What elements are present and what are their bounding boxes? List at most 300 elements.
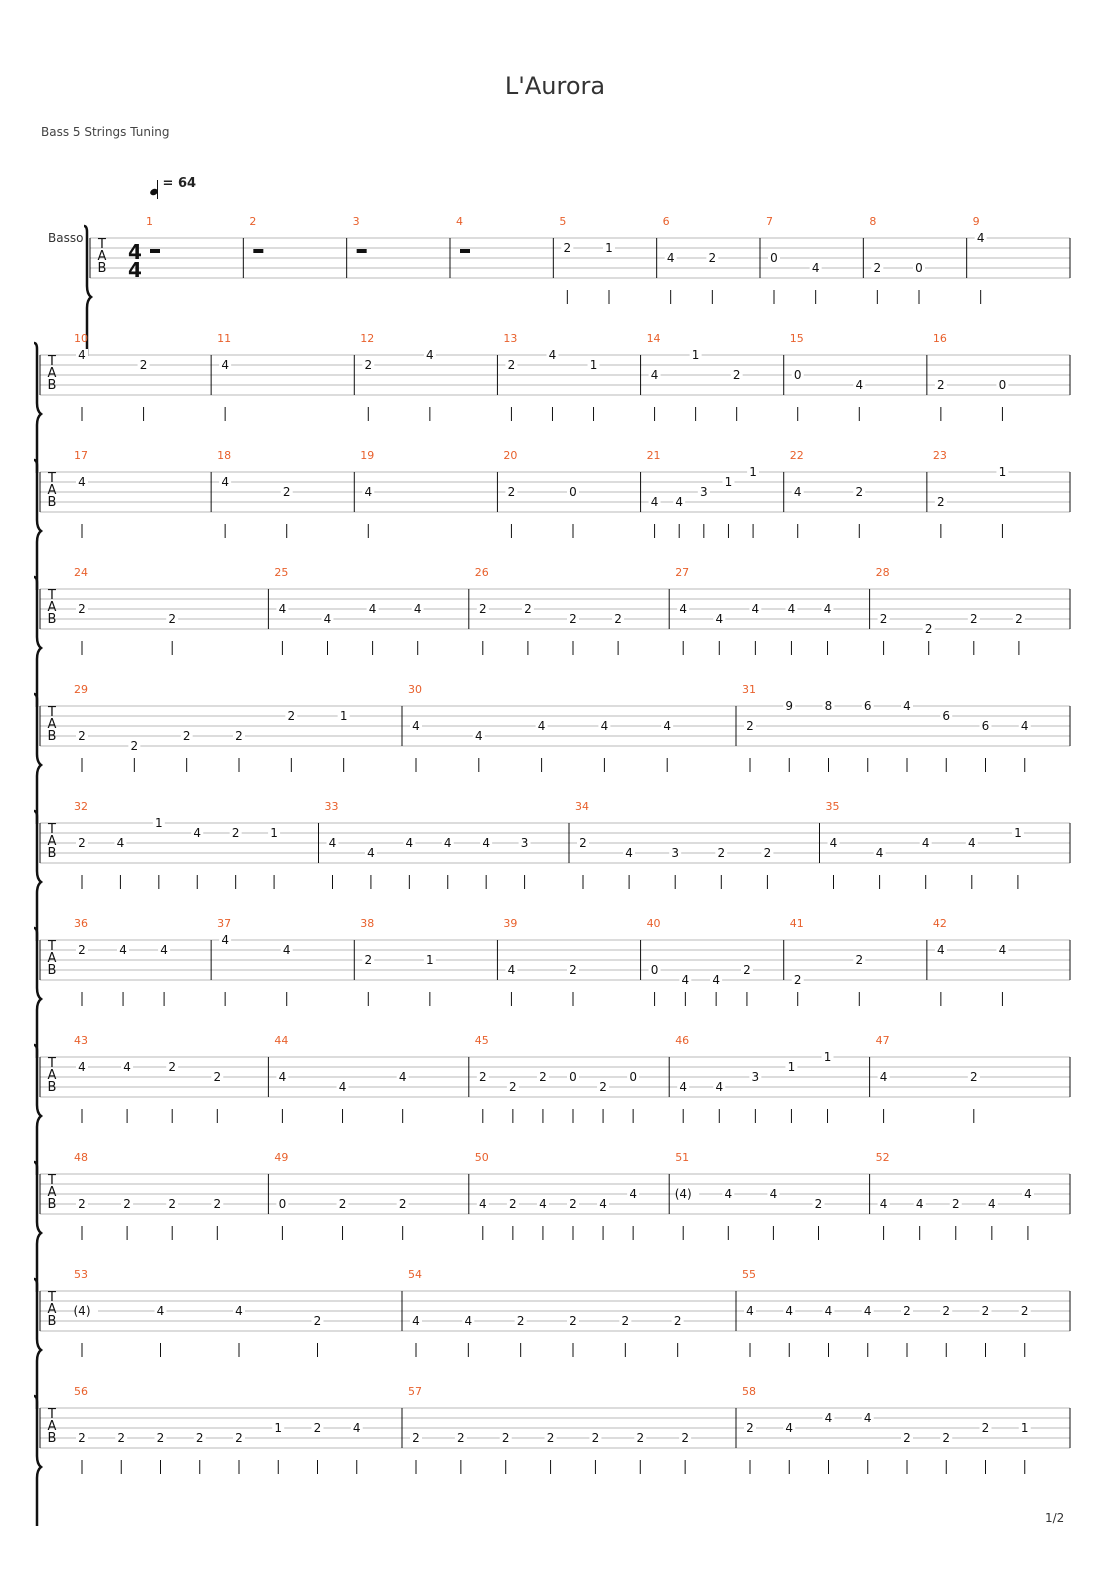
measure-number: 26 bbox=[474, 566, 489, 579]
fret-number: 2 bbox=[235, 1431, 243, 1445]
measure-number: 28 bbox=[875, 566, 890, 579]
fret-number: 6 bbox=[942, 709, 951, 723]
fret-number: 2 bbox=[855, 953, 864, 967]
fret-number: 1 bbox=[274, 1421, 283, 1435]
fret-number: 2 bbox=[139, 358, 148, 372]
fret-number: 2 bbox=[621, 1314, 630, 1328]
fret-number: 1 bbox=[998, 465, 1007, 479]
tab-clef-letter: B bbox=[47, 1080, 57, 1095]
tab-clef-letter: A bbox=[47, 717, 57, 732]
fret-number: 2 bbox=[937, 378, 945, 392]
tab-clef-letter: T bbox=[48, 588, 56, 603]
measure-number: 36 bbox=[74, 917, 88, 930]
fret-number: 1 bbox=[1014, 826, 1022, 840]
measure-number: 17 bbox=[74, 449, 88, 462]
tab-clef-letter: A bbox=[47, 1302, 57, 1317]
tab-clef-letter: B bbox=[47, 729, 57, 744]
measure-number: 38 bbox=[360, 917, 375, 930]
fret-number: 4 bbox=[863, 1411, 872, 1425]
measure-number: 27 bbox=[675, 566, 690, 579]
fret-number: 1 bbox=[339, 709, 348, 723]
half-rest bbox=[460, 249, 470, 253]
fret-number: 4 bbox=[855, 378, 864, 392]
fret-number: 2 bbox=[213, 1070, 222, 1084]
measure-number: 41 bbox=[789, 917, 804, 930]
fret-number: 1 bbox=[605, 241, 613, 255]
fret-number: 2 bbox=[195, 1431, 204, 1445]
fret-number: 4 bbox=[824, 1411, 833, 1425]
measure-number: 51 bbox=[675, 1151, 690, 1164]
tab-clef-letter: B bbox=[47, 612, 57, 627]
fret-number: 4 bbox=[663, 719, 672, 733]
fret-number: 2 bbox=[614, 612, 622, 626]
fret-number: (4) bbox=[674, 1187, 692, 1201]
fret-number: 2 bbox=[457, 1431, 465, 1445]
fret-number: 2 bbox=[569, 1314, 577, 1328]
measure-number: 8 bbox=[869, 215, 877, 228]
fret-number: 2 bbox=[569, 612, 577, 626]
measure-number: 32 bbox=[74, 800, 88, 813]
measure-number: 37 bbox=[217, 917, 232, 930]
fret-number: 4 bbox=[426, 348, 434, 362]
fret-number: 4 bbox=[548, 348, 557, 362]
fret-number: 0 bbox=[770, 251, 778, 265]
fret-number: 4 bbox=[156, 1304, 165, 1318]
tab-clef-letter: T bbox=[48, 1407, 56, 1422]
fret-number: 2 bbox=[681, 1431, 689, 1445]
fret-number: 8 bbox=[824, 699, 833, 713]
fret-number: 2 bbox=[579, 836, 587, 850]
fret-number: 4 bbox=[785, 1304, 794, 1318]
tempo-value: = 64 bbox=[162, 176, 197, 191]
fret-number: (4) bbox=[73, 1304, 91, 1318]
measure-number: 3 bbox=[352, 215, 360, 228]
fret-number: 2 bbox=[636, 1431, 645, 1445]
fret-number: 4 bbox=[78, 475, 86, 489]
fret-number: 2 bbox=[364, 953, 373, 967]
fret-number: 2 bbox=[509, 1197, 517, 1211]
measure-number: 15 bbox=[789, 332, 804, 345]
measure-number: 44 bbox=[274, 1034, 289, 1047]
fret-number: 1 bbox=[787, 1060, 796, 1074]
fret-number: 4 bbox=[78, 348, 86, 362]
fret-number: 2 bbox=[213, 1197, 222, 1211]
fret-number: 4 bbox=[482, 836, 490, 850]
fret-number: 4 bbox=[679, 602, 688, 616]
fret-number: 2 bbox=[287, 709, 296, 723]
time-signature-top: 4 bbox=[128, 240, 142, 264]
tab-clef-letter: T bbox=[48, 354, 56, 369]
fret-number: 4 bbox=[398, 1070, 407, 1084]
fret-number: 6 bbox=[981, 719, 990, 733]
fret-number: 2 bbox=[539, 1070, 547, 1084]
fret-number: 4 bbox=[367, 846, 375, 860]
fret-number: 4 bbox=[1024, 1187, 1032, 1201]
fret-number: 4 bbox=[625, 846, 633, 860]
tab-clef-letter: T bbox=[98, 237, 106, 252]
fret-number: 1 bbox=[749, 465, 757, 479]
fret-number: 4 bbox=[715, 612, 724, 626]
fret-number: 4 bbox=[221, 475, 229, 489]
fret-number: 2 bbox=[282, 485, 291, 499]
fret-number: 4 bbox=[338, 1080, 347, 1094]
fret-number: 4 bbox=[650, 368, 659, 382]
fret-number: 4 bbox=[751, 602, 760, 616]
fret-number: 2 bbox=[78, 1197, 86, 1211]
fret-number: 4 bbox=[443, 836, 452, 850]
fret-number: 4 bbox=[464, 1314, 473, 1328]
fret-number: 2 bbox=[235, 729, 243, 743]
measure-number: 52 bbox=[875, 1151, 890, 1164]
fret-number: 4 bbox=[937, 943, 945, 957]
fret-number: 4 bbox=[478, 1197, 487, 1211]
fret-number: 2 bbox=[942, 1431, 951, 1445]
fret-number: 2 bbox=[507, 485, 516, 499]
fret-number: 3 bbox=[700, 485, 708, 499]
fret-number: 4 bbox=[863, 1304, 872, 1318]
fret-number: 4 bbox=[724, 1187, 733, 1201]
fret-number: 0 bbox=[793, 368, 802, 382]
tab-clef-letter: B bbox=[47, 378, 57, 393]
tab-clef-letter: A bbox=[47, 483, 57, 498]
fret-number: 1 bbox=[1020, 1421, 1029, 1435]
fret-number: 4 bbox=[793, 485, 802, 499]
fret-number: 4 bbox=[328, 836, 337, 850]
fret-number: 2 bbox=[78, 729, 86, 743]
tab-clef-letter: B bbox=[97, 261, 107, 276]
fret-number: 0 bbox=[915, 261, 923, 275]
fret-number: 2 bbox=[903, 1304, 911, 1318]
fret-number: 2 bbox=[717, 846, 726, 860]
measure-number: 16 bbox=[932, 332, 947, 345]
fret-number: 2 bbox=[524, 602, 532, 616]
tab-clef-letter: B bbox=[47, 495, 57, 510]
tab-clef-letter: B bbox=[47, 1197, 57, 1212]
fret-number: 0 bbox=[569, 1070, 577, 1084]
measure-number: 19 bbox=[360, 449, 375, 462]
fret-number: 4 bbox=[829, 836, 838, 850]
fret-number: 9 bbox=[785, 699, 794, 713]
fret-number: 2 bbox=[1020, 1304, 1029, 1318]
measure-number: 13 bbox=[503, 332, 518, 345]
measure-number: 49 bbox=[274, 1151, 289, 1164]
fret-number: 4 bbox=[921, 836, 930, 850]
fret-number: 4 bbox=[811, 261, 820, 275]
fret-number: 3 bbox=[520, 836, 529, 850]
measure-number: 20 bbox=[503, 449, 518, 462]
fret-number: 4 bbox=[364, 485, 373, 499]
fret-number: 4 bbox=[681, 973, 690, 987]
fret-number: 1 bbox=[589, 358, 598, 372]
fret-number: 4 bbox=[650, 495, 659, 509]
fret-number: 2 bbox=[969, 612, 978, 626]
fret-number: 4 bbox=[675, 495, 684, 509]
fret-number: 2 bbox=[478, 602, 487, 616]
fret-number: 4 bbox=[903, 699, 911, 713]
tab-clef-letter: T bbox=[48, 822, 56, 837]
fret-number: 6 bbox=[863, 699, 872, 713]
fret-number: 2 bbox=[732, 368, 741, 382]
tab-clef-letter: T bbox=[48, 705, 56, 720]
fret-number: 0 bbox=[278, 1197, 287, 1211]
fret-number: 2 bbox=[509, 1080, 517, 1094]
fret-number: 2 bbox=[78, 602, 86, 616]
fret-number: 4 bbox=[413, 602, 422, 616]
fret-number: 4 bbox=[278, 602, 287, 616]
fret-number: 4 bbox=[823, 602, 832, 616]
fret-number: 2 bbox=[746, 1421, 754, 1435]
fret-number: 4 bbox=[235, 1304, 243, 1318]
fret-number: 2 bbox=[78, 836, 86, 850]
fret-number: 4 bbox=[282, 943, 291, 957]
fret-number: 0 bbox=[998, 378, 1007, 392]
fret-number: 2 bbox=[398, 1197, 407, 1211]
fret-number: 4 bbox=[119, 943, 127, 957]
fret-number: 2 bbox=[412, 1431, 420, 1445]
fret-number: 4 bbox=[539, 1197, 547, 1211]
fret-number: 2 bbox=[673, 1314, 682, 1328]
measure-number: 12 bbox=[360, 332, 375, 345]
fret-number: 2 bbox=[313, 1421, 322, 1435]
fret-number: 2 bbox=[182, 729, 191, 743]
measure-number: 45 bbox=[474, 1034, 489, 1047]
fret-number: 2 bbox=[708, 251, 717, 265]
fret-number: 1 bbox=[155, 816, 163, 830]
fret-number: 2 bbox=[924, 622, 933, 636]
fret-number: 2 bbox=[814, 1197, 823, 1211]
fret-number: 2 bbox=[1015, 612, 1023, 626]
measure-number: 18 bbox=[217, 449, 232, 462]
tab-clef-letter: T bbox=[48, 471, 56, 486]
fret-number: 2 bbox=[981, 1421, 990, 1435]
fret-number: 2 bbox=[951, 1197, 960, 1211]
measure-number: 11 bbox=[217, 332, 232, 345]
measure-number: 25 bbox=[274, 566, 289, 579]
fret-number: 4 bbox=[787, 602, 796, 616]
fret-number: 1 bbox=[426, 953, 434, 967]
fret-number: 4 bbox=[221, 358, 229, 372]
measure-number: 55 bbox=[742, 1268, 756, 1281]
fret-number: 4 bbox=[785, 1421, 794, 1435]
fret-number: 2 bbox=[168, 612, 177, 626]
tab-clef-letter: B bbox=[47, 1314, 57, 1329]
fret-number: 4 bbox=[967, 836, 976, 850]
fret-number: 4 bbox=[368, 602, 377, 616]
tab-clef-letter: T bbox=[48, 939, 56, 954]
measure-number: 24 bbox=[74, 566, 88, 579]
tab-clef-letter: A bbox=[47, 951, 57, 966]
measure-number: 53 bbox=[74, 1268, 88, 1281]
fret-number: 2 bbox=[168, 1060, 177, 1074]
fret-number: 2 bbox=[338, 1197, 347, 1211]
measure-number: 7 bbox=[766, 215, 773, 228]
fret-number: 2 bbox=[546, 1431, 555, 1445]
measure-number: 5 bbox=[559, 215, 567, 228]
measure-number: 6 bbox=[662, 215, 670, 228]
fret-number: 2 bbox=[855, 485, 864, 499]
measure-number: 21 bbox=[646, 449, 661, 462]
half-rest bbox=[253, 249, 263, 253]
measure-number: 34 bbox=[575, 800, 589, 813]
measure-number: 29 bbox=[74, 683, 88, 696]
fret-number: 2 bbox=[501, 1431, 510, 1445]
page-number: 1/2 bbox=[1045, 1511, 1065, 1525]
measure-number: 30 bbox=[408, 683, 422, 696]
fret-number: 2 bbox=[937, 495, 945, 509]
fret-number: 2 bbox=[763, 846, 772, 860]
fret-number: 1 bbox=[691, 348, 700, 362]
fret-number: 4 bbox=[116, 836, 125, 850]
fret-number: 4 bbox=[1020, 719, 1029, 733]
fret-number: 4 bbox=[323, 612, 332, 626]
fret-number: 2 bbox=[569, 1197, 577, 1211]
tab-clef-letter: A bbox=[47, 366, 57, 381]
fret-number: 4 bbox=[405, 836, 414, 850]
fret-number: 4 bbox=[988, 1197, 996, 1211]
fret-number: 4 bbox=[193, 826, 202, 840]
measure-number: 22 bbox=[789, 449, 804, 462]
fret-number: 2 bbox=[591, 1431, 600, 1445]
fret-number: 2 bbox=[746, 719, 754, 733]
measure-number: 39 bbox=[503, 917, 518, 930]
measure-number: 46 bbox=[675, 1034, 690, 1047]
fret-number: 2 bbox=[130, 739, 139, 753]
measure-number: 56 bbox=[74, 1385, 88, 1398]
fret-number: 2 bbox=[793, 973, 802, 987]
time-signature-bottom: 4 bbox=[128, 258, 142, 282]
fret-number: 0 bbox=[569, 485, 577, 499]
measure-number: 9 bbox=[972, 215, 980, 228]
fret-number: 4 bbox=[278, 1070, 287, 1084]
fret-number: 4 bbox=[715, 1080, 724, 1094]
tab-clef-letter: A bbox=[47, 1068, 57, 1083]
fret-number: 4 bbox=[221, 933, 229, 947]
fret-number: 2 bbox=[231, 826, 240, 840]
measure-number: 42 bbox=[932, 917, 947, 930]
fret-number: 3 bbox=[751, 1070, 760, 1084]
measure-number: 57 bbox=[408, 1385, 422, 1398]
fret-number: 2 bbox=[313, 1314, 322, 1328]
measure-number: 47 bbox=[875, 1034, 890, 1047]
tab-clef-letter: A bbox=[47, 600, 57, 615]
fret-number: 4 bbox=[412, 719, 420, 733]
fret-number: 2 bbox=[156, 1431, 165, 1445]
measure-number: 33 bbox=[324, 800, 339, 813]
measure-number: 23 bbox=[932, 449, 947, 462]
fret-number: 4 bbox=[352, 1421, 361, 1435]
fret-number: 2 bbox=[478, 1070, 487, 1084]
fret-number: 1 bbox=[823, 1050, 832, 1064]
fret-number: 2 bbox=[903, 1431, 911, 1445]
fret-number: 2 bbox=[873, 261, 882, 275]
fret-number: 4 bbox=[998, 943, 1007, 957]
tuning-label: Bass 5 Strings Tuning bbox=[41, 125, 170, 139]
fret-number: 4 bbox=[666, 251, 675, 265]
fret-number: 0 bbox=[650, 963, 659, 977]
fret-number: 4 bbox=[78, 1060, 86, 1074]
tab-clef-letter: A bbox=[47, 1185, 57, 1200]
fret-number: 2 bbox=[563, 241, 572, 255]
measure-number: 31 bbox=[742, 683, 756, 696]
fret-number: 3 bbox=[671, 846, 680, 860]
half-rest bbox=[150, 249, 160, 253]
fret-number: 4 bbox=[599, 1197, 607, 1211]
fret-number: 2 bbox=[942, 1304, 951, 1318]
fret-number: 2 bbox=[507, 358, 516, 372]
fret-number: 1 bbox=[270, 826, 278, 840]
fret-number: 1 bbox=[724, 475, 733, 489]
measure-number: 1 bbox=[146, 215, 153, 228]
fret-number: 4 bbox=[915, 1197, 924, 1211]
measure-number: 35 bbox=[825, 800, 840, 813]
fret-number: 2 bbox=[879, 612, 888, 626]
instrument-name: Basso bbox=[48, 231, 84, 245]
fret-number: 4 bbox=[976, 231, 985, 245]
fret-number: 4 bbox=[875, 846, 884, 860]
fret-number: 4 bbox=[123, 1060, 131, 1074]
tab-clef-letter: T bbox=[48, 1173, 56, 1188]
tab-clef-letter: B bbox=[47, 963, 57, 978]
measure-number: 14 bbox=[646, 332, 661, 345]
measure-number: 50 bbox=[474, 1151, 489, 1164]
tab-clef-letter: T bbox=[48, 1056, 56, 1071]
fret-number: 0 bbox=[629, 1070, 637, 1084]
tab-clef-letter: A bbox=[47, 1419, 57, 1434]
fret-number: 4 bbox=[769, 1187, 778, 1201]
measure-number: 43 bbox=[74, 1034, 88, 1047]
fret-number: 4 bbox=[507, 963, 516, 977]
fret-number: 2 bbox=[569, 963, 577, 977]
fret-number: 2 bbox=[969, 1070, 978, 1084]
tab-clef-letter: A bbox=[97, 249, 107, 264]
measure-number: 58 bbox=[742, 1385, 756, 1398]
measure-number: 4 bbox=[456, 215, 463, 228]
measure-number: 10 bbox=[74, 332, 88, 345]
fret-number: 4 bbox=[600, 719, 609, 733]
fret-number: 4 bbox=[412, 1314, 420, 1328]
fret-number: 4 bbox=[160, 943, 168, 957]
fret-number: 2 bbox=[599, 1080, 607, 1094]
fret-number: 4 bbox=[879, 1070, 888, 1084]
tab-clef-letter: B bbox=[47, 846, 57, 861]
fret-number: 4 bbox=[879, 1197, 888, 1211]
fret-number: 4 bbox=[629, 1187, 637, 1201]
fret-number: 4 bbox=[746, 1304, 754, 1318]
fret-number: 4 bbox=[679, 1080, 688, 1094]
fret-number: 2 bbox=[78, 943, 86, 957]
fret-number: 4 bbox=[537, 719, 546, 733]
fret-number: 2 bbox=[743, 963, 751, 977]
tab-clef-letter: T bbox=[48, 1290, 56, 1305]
song-title: L'Aurora bbox=[504, 72, 606, 100]
fret-number: 4 bbox=[474, 729, 483, 743]
measure-number: 40 bbox=[646, 917, 661, 930]
measure-number: 54 bbox=[408, 1268, 422, 1281]
tab-clef-letter: A bbox=[47, 834, 57, 849]
fret-number: 2 bbox=[516, 1314, 525, 1328]
fret-number: 2 bbox=[117, 1431, 126, 1445]
fret-number: 2 bbox=[981, 1304, 990, 1318]
fret-number: 2 bbox=[78, 1431, 86, 1445]
fret-number: 4 bbox=[824, 1304, 833, 1318]
measure-number: 2 bbox=[249, 215, 257, 228]
fret-number: 4 bbox=[712, 973, 720, 987]
measure-number: 48 bbox=[74, 1151, 88, 1164]
fret-number: 2 bbox=[123, 1197, 131, 1211]
half-rest bbox=[357, 249, 367, 253]
fret-number: 2 bbox=[168, 1197, 177, 1211]
fret-number: 2 bbox=[364, 358, 373, 372]
